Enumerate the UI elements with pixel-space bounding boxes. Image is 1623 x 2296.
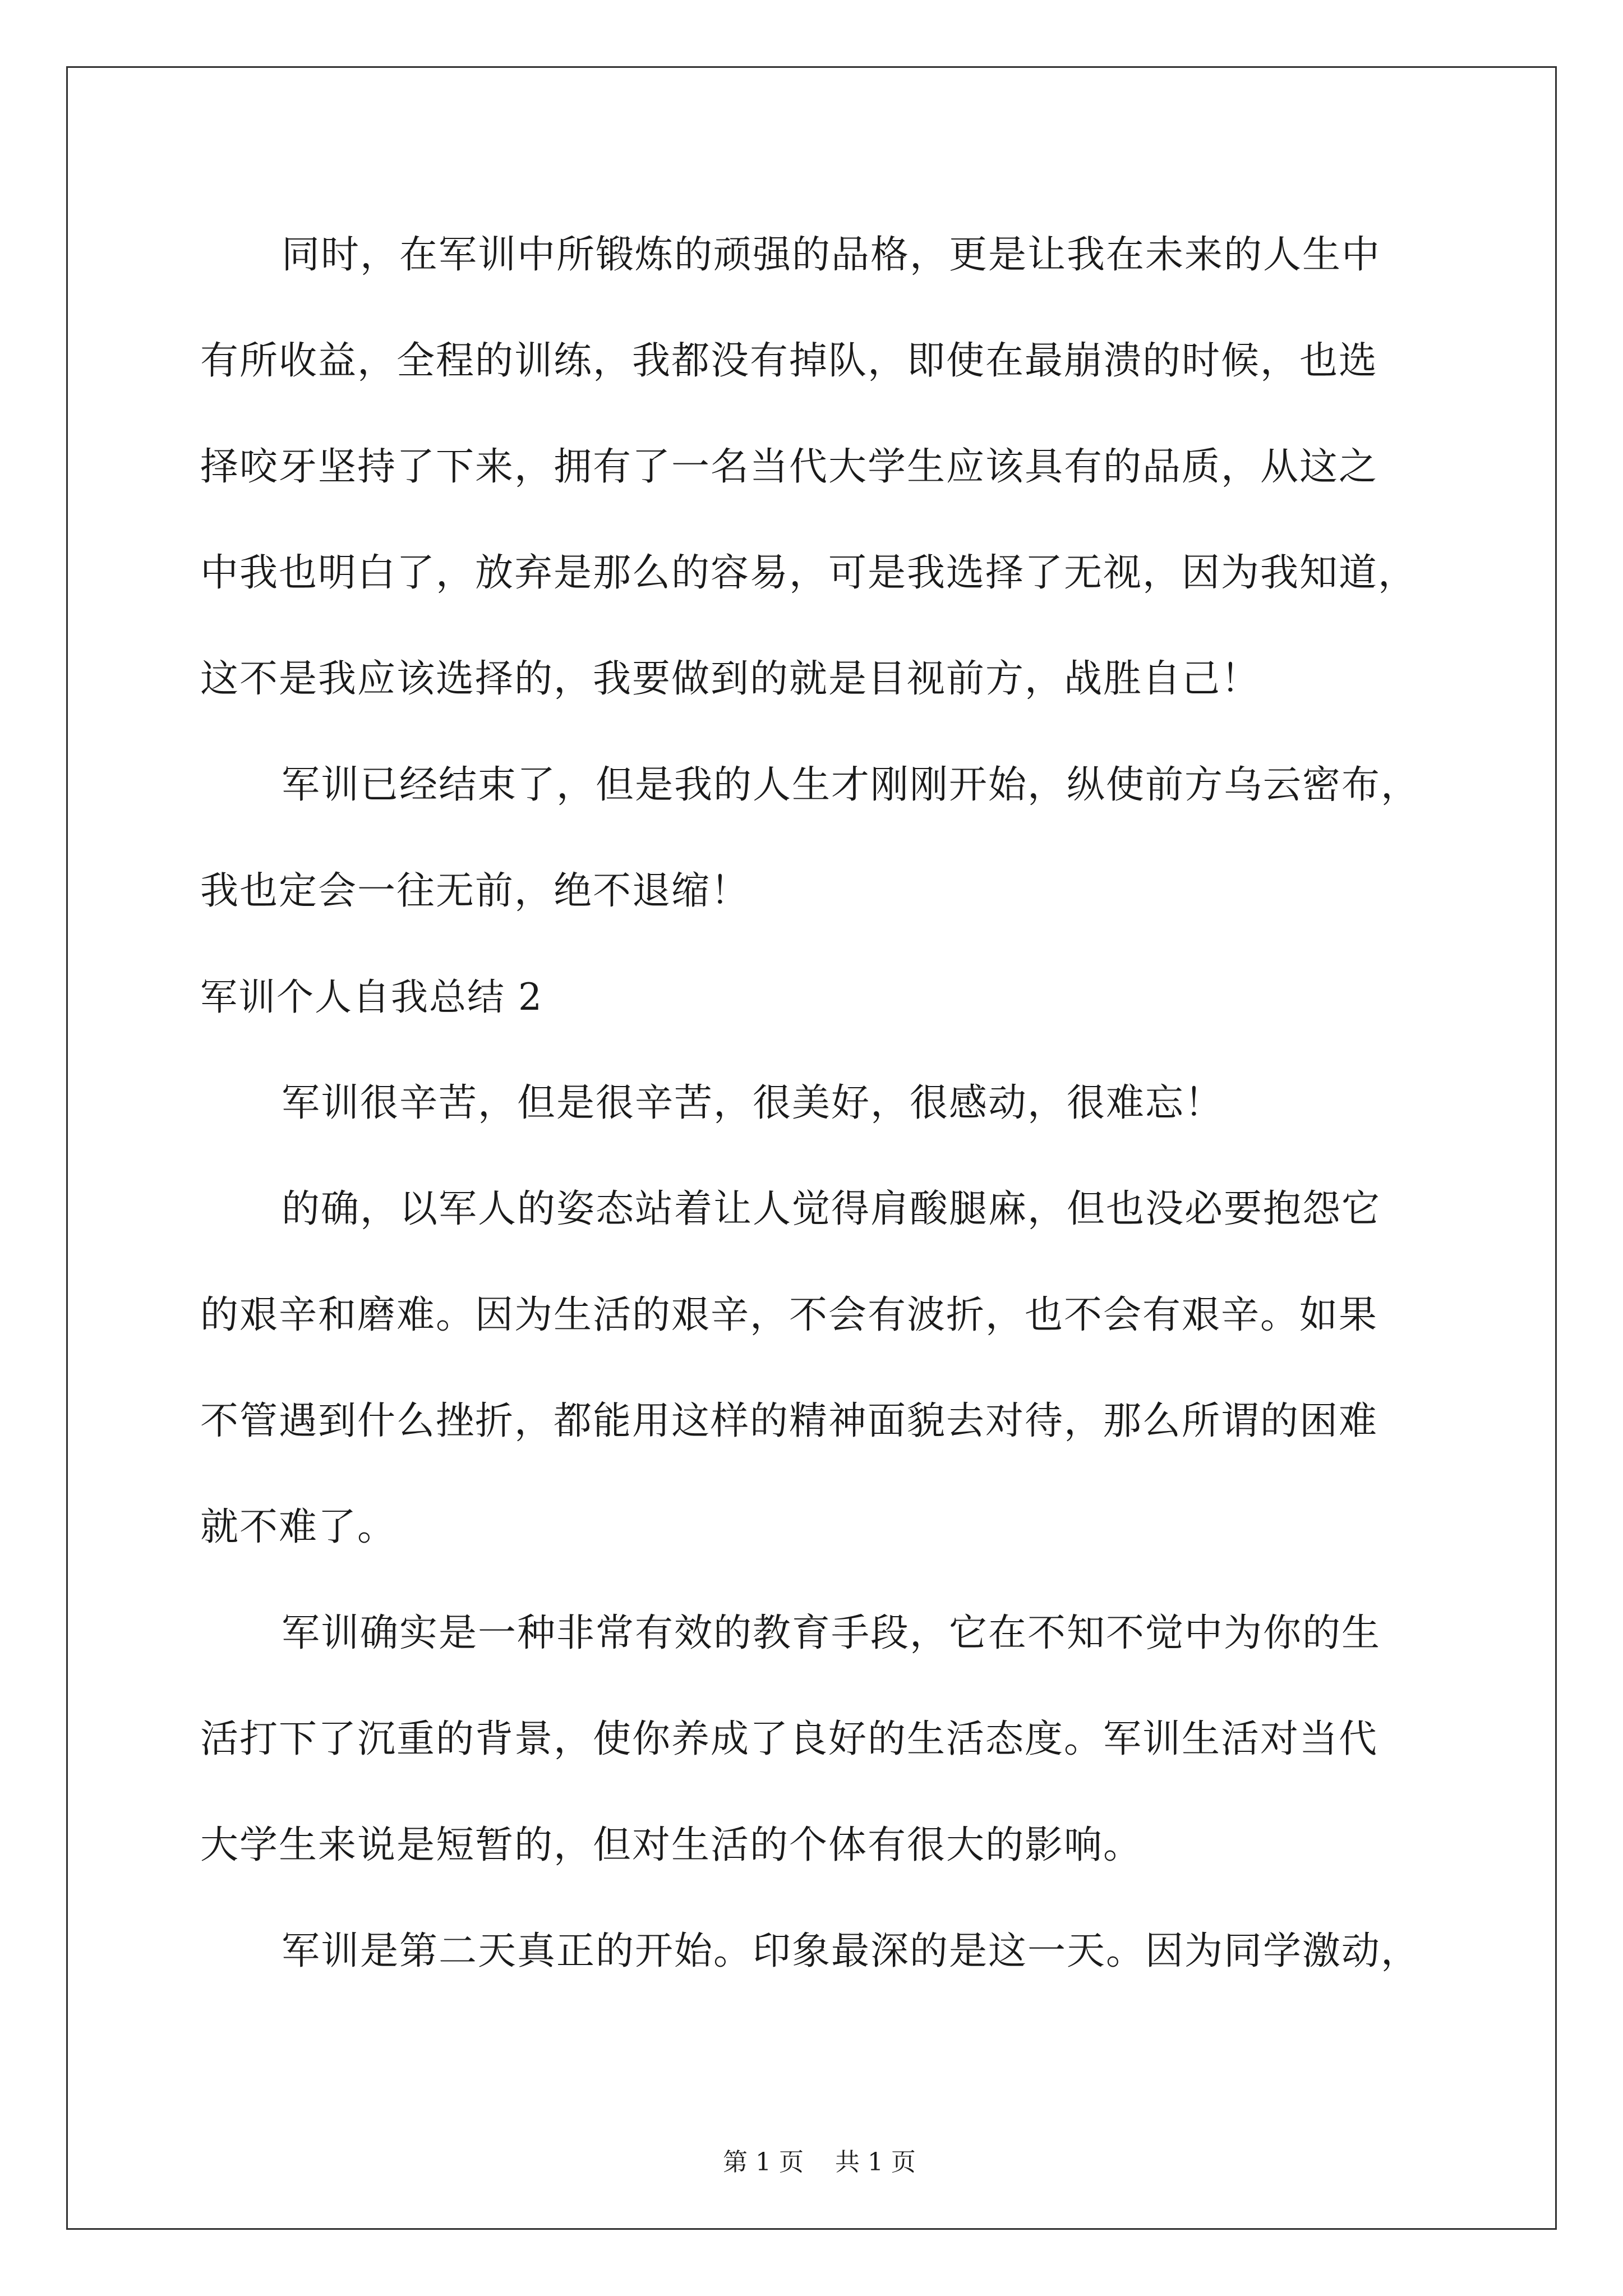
text-line: 这不是我应该选择的，我要做到的就是目视前方，战胜自己！: [200, 657, 1261, 701]
text-line: 大学生来说是短暂的，但对生活的个体有很大的影响。: [200, 1823, 1143, 1867]
text-line: 有所收益，全程的训练，我都没有掉队，即使在最崩溃的时候，也选: [200, 339, 1378, 383]
text-line: 的确，以军人的姿态站着让人觉得肩酸腿麻，但也没必要抱怨它: [282, 1187, 1381, 1231]
text-line: 军训已经结束了，但是我的人生才刚刚开始，纵使前方乌云密布，: [282, 763, 1421, 807]
document-body: [200, 202, 1434, 2004]
text-line: 不管遇到什么挫折，都能用这样的精神面貌去对待，那么所谓的困难: [200, 1399, 1378, 1443]
text-line: 的艰辛和磨难。因为生活的艰辛，不会有波折，也不会有艰辛。如果: [200, 1293, 1378, 1337]
text-line: 活打下了沉重的背景，使你养成了良好的生活态度。军训生活对当代: [200, 1717, 1378, 1761]
text-line: 军训很辛苦，但是很辛苦，很美好，很感动，很难忘！: [282, 1081, 1224, 1125]
page-footer: [0, 2112, 1623, 2179]
section-heading: 军训个人自我总结 2: [200, 976, 543, 1019]
text-line: 我也定会一往无前，绝不退缩！: [200, 869, 750, 913]
text-line: 军训确实是一种非常有效的教育手段，它在不知不觉中为你的生: [282, 1611, 1381, 1655]
text-line: 军训是第二天真正的开始。印象最深的是这一天。因为同学激动，: [282, 1929, 1421, 1973]
text-line: 同时，在军训中所锻炼的顽强的品格，更是让我在未来的人生中: [282, 233, 1381, 277]
text-line: 中我也明白了，放弃是那么的容易，可是我选择了无视，因为我知道，: [200, 551, 1418, 595]
text-line: 择咬牙坚持了下来，拥有了一名当代大学生应该具有的品质，从这之: [200, 445, 1378, 489]
text-line: 就不难了。: [200, 1505, 397, 1549]
page-number-label: 第 1 页 共 1 页: [723, 2148, 916, 2177]
